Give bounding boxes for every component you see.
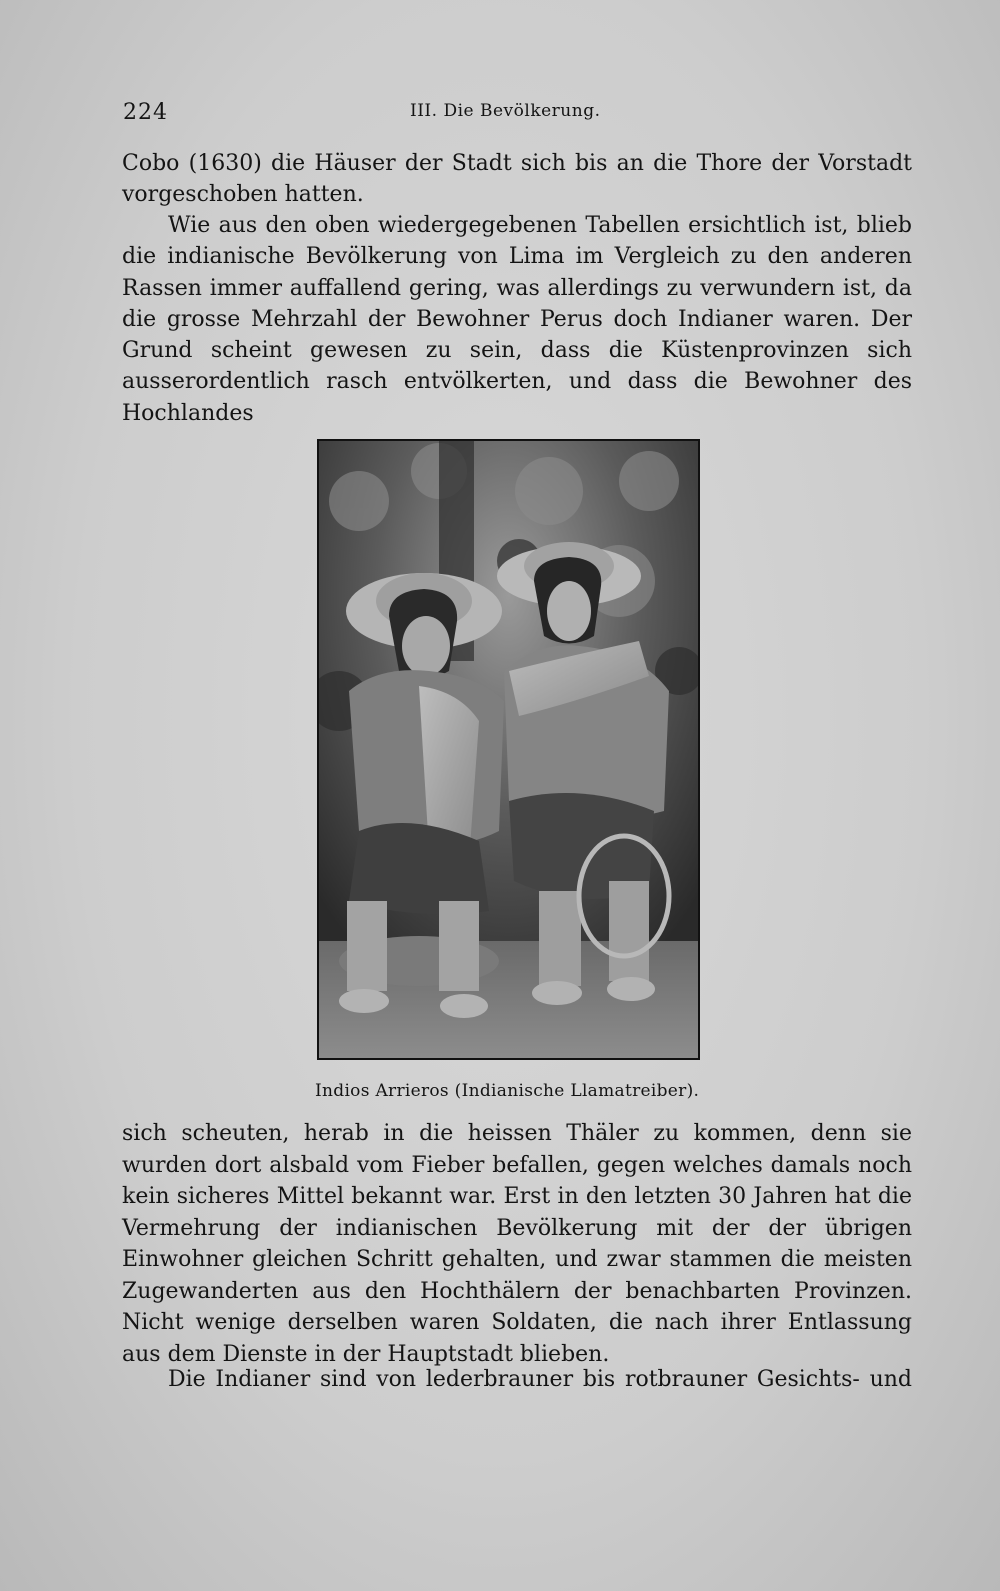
running-head: III. Die Bevölkerung.	[410, 101, 601, 121]
photograph-image	[319, 441, 698, 1058]
paragraph-skin-color: Die Indianer sind von lederbrauner bis rotbrauner Gesichts- und	[168, 1367, 912, 1392]
paragraph-fever-and-migration: sich scheuten, herab in die heissen Thäler zu kommen, denn sie wurden dort alsbald vom Fieber befallen, gegen welches damals noch kein sicheres Mittel bekannt war. Erst in den letzten 30 Jahren hat die Vermehrung der indianischen Bevölkerung mit der der übrigen Einwohner gleichen Schritt gehalten, und zwar stammen die meisten Zugewanderten aus den Hochthälern der benachbarten Provinzen. Nicht wenige derselben waren Soldaten, die nach ihrer Entlassung aus dem Dienste in der Hauptstadt blieben.	[122, 1121, 912, 1367]
paragraph-indigenous-population: Wie aus den oben wiedergegebenen Tabellen ersichtlich ist, blieb die indianische Bevölkerung von Lima im Vergleich zu den anderen Rassen immer auffallend gering, was allerdings zu verwundern ist, da die grosse Mehrzahl der Bewohner Perus doch Indianer waren. Der Grund scheint gewesen zu sein, dass die Küstenprovinzen sich ausserordentlich rasch entvölkerten, und dass die Bewohner des Hochlandes	[122, 213, 912, 426]
page-number: 224	[123, 100, 168, 125]
paragraph-continuation: Cobo (1630) die Häuser der Stadt sich bis an die Thore der Vorstadt vorgeschoben hatten.	[122, 151, 912, 208]
figure-caption: Indios Arrieros (Indianische Llamatreiber).	[315, 1081, 700, 1101]
photograph-indios-arrieros	[317, 439, 700, 1060]
